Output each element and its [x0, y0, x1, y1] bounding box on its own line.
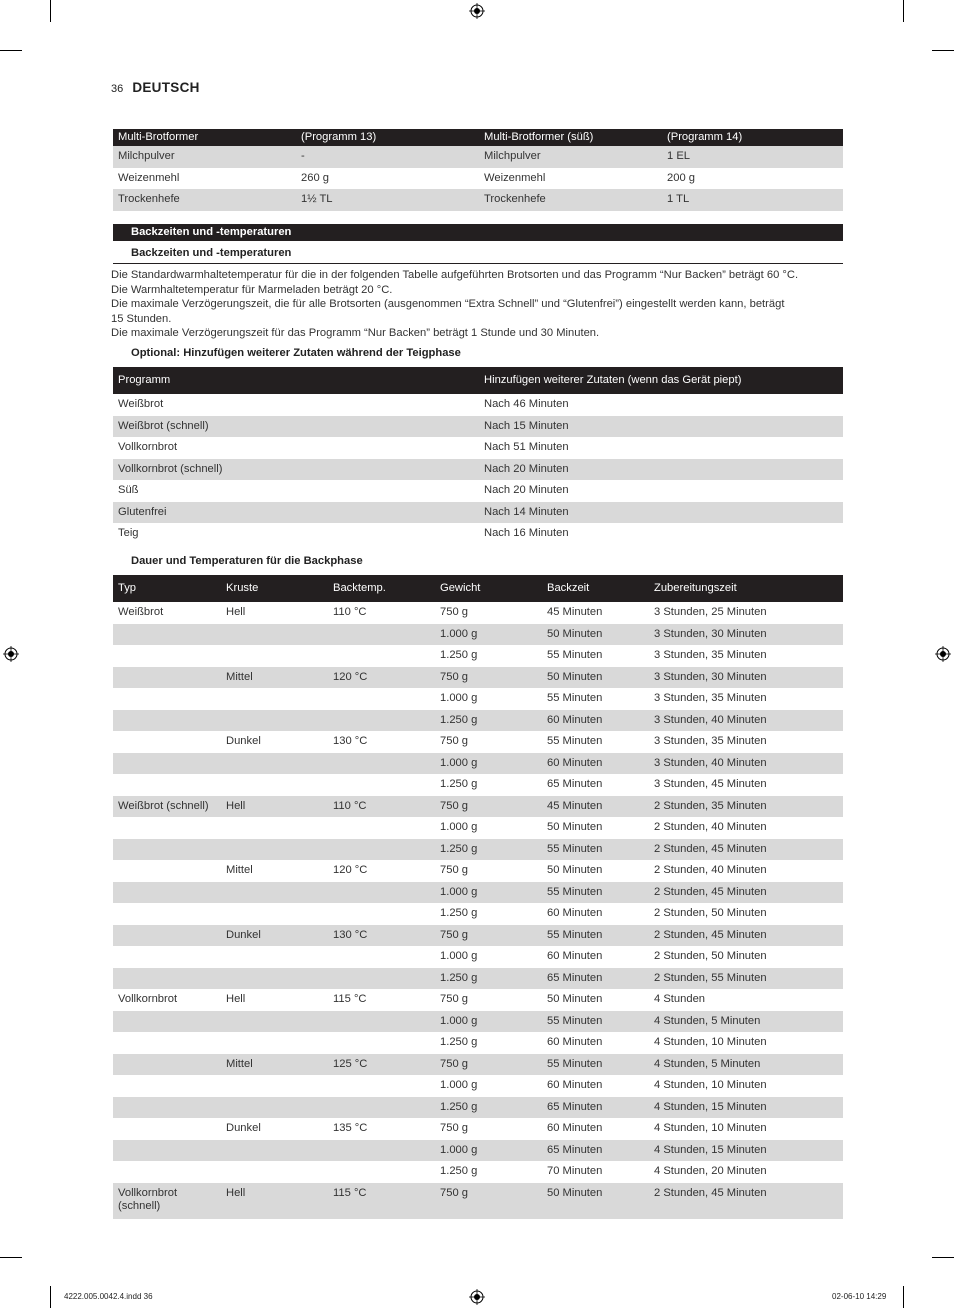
- paragraph-line: Die maximale Verzögerungszeit, die für alle Brotsorten (ausgenommen “Extra Schnell” und “Glutenfrei”) eingestellt werden kann, beträgt: [111, 298, 785, 311]
- table-cell: Dunkel: [221, 925, 328, 947]
- table-cell: [113, 1097, 221, 1119]
- table-cell: [221, 1075, 328, 1097]
- table-cell: 60 Minuten: [547, 1036, 603, 1048]
- table-cell: 3 Stunden, 35 Minuten: [654, 735, 767, 747]
- column-header: Multi-Brotformer (süß): [479, 129, 662, 146]
- crop-mark: [50, 1286, 51, 1308]
- table-cell: [113, 688, 221, 710]
- table-cell: 1.000 g: [435, 753, 542, 775]
- table-cell: [221, 774, 328, 796]
- table-cell: [113, 1011, 221, 1033]
- table-cell: 1.250 g: [440, 649, 478, 661]
- table-row: [113, 903, 843, 925]
- table-cell: 4 Stunden, 5 Minuten: [649, 1054, 843, 1076]
- table-cell: 55 Minuten: [542, 1054, 649, 1076]
- registration-mark-icon: [935, 646, 951, 662]
- table-cell: Mittel: [226, 864, 253, 876]
- column-header: Programm: [113, 367, 479, 394]
- table-cell: [328, 624, 435, 646]
- table-cell: 55 Minuten: [542, 839, 649, 861]
- table-cell: Hell: [221, 1183, 328, 1219]
- bake-phase-table: [113, 575, 843, 1219]
- crop-mark: [0, 50, 22, 51]
- table-cell: 50 Minuten: [547, 864, 603, 876]
- table-cell: 55 Minuten: [547, 692, 603, 704]
- paragraph-line: 15 Stunden.: [111, 312, 172, 325]
- table-cell: Nach 51 Minuten: [484, 441, 569, 453]
- table-cell: 50 Minuten: [542, 624, 649, 646]
- table-cell: Nach 20 Minuten: [479, 459, 843, 481]
- table-cell: [113, 817, 221, 839]
- table-cell: [113, 667, 221, 689]
- table-cell: 4 Stunden, 10 Minuten: [654, 1122, 767, 1134]
- table-cell: Weißbrot: [118, 606, 164, 618]
- table-row: [113, 839, 843, 861]
- column-header: Backzeit: [542, 575, 649, 602]
- table-cell: 65 Minuten: [542, 1097, 649, 1119]
- table-cell: [328, 774, 435, 796]
- table-cell: Nach 16 Minuten: [484, 527, 569, 539]
- table-cell: 125 °C: [328, 1054, 435, 1076]
- registration-mark-icon: [469, 3, 485, 19]
- paragraph-line: Die Standardwarmhaltetemperatur für die in der folgenden Tabelle aufgeführten Brotsorten und das Programm “Nur Backen” beträgt 60 °C.: [111, 269, 799, 281]
- table-cell: 110 °C: [333, 606, 367, 618]
- table-cell: [328, 968, 435, 990]
- table-row: [113, 459, 843, 481]
- table-cell: [113, 1075, 221, 1097]
- table-cell: 750 g: [435, 1054, 542, 1076]
- table-cell: 750 g: [440, 993, 468, 1005]
- registration-mark-icon: [3, 646, 19, 662]
- table-cell: [113, 731, 221, 753]
- table-cell: Dunkel: [226, 1122, 261, 1134]
- table-cell: Teig: [118, 527, 139, 539]
- table-cell: 1.250 g: [440, 1165, 478, 1177]
- table-row: [113, 688, 843, 710]
- table-row: [113, 817, 843, 839]
- table-cell: 45 Minuten: [547, 606, 603, 618]
- table-cell: 120 °C: [333, 864, 368, 876]
- table-cell: Trockenhefe: [479, 189, 662, 211]
- table-row: [113, 624, 843, 646]
- table-row: [113, 989, 843, 1011]
- column-header: (Programm 14): [662, 129, 843, 146]
- table-cell: [113, 968, 221, 990]
- table-cell: [221, 946, 328, 968]
- table-cell: 70 Minuten: [547, 1165, 603, 1177]
- table-cell: 3 Stunden, 35 Minuten: [654, 649, 767, 661]
- table-cell: 1.000 g: [435, 624, 542, 646]
- table-cell: 1.000 g: [435, 1140, 542, 1162]
- table-row: [113, 645, 843, 667]
- table-cell: 4 Stunden, 15 Minuten: [649, 1140, 843, 1162]
- table-cell: 4 Stunden: [654, 993, 706, 1005]
- table-cell: [113, 860, 221, 882]
- table-cell: 50 Minuten: [542, 1183, 649, 1219]
- table-cell: 750 g: [440, 606, 468, 618]
- table-cell: 115 °C: [333, 993, 367, 1005]
- table-cell: Mittel: [221, 1054, 328, 1076]
- table-header-row: [113, 367, 843, 394]
- table-header-row: [113, 575, 843, 602]
- table-cell: [328, 903, 435, 925]
- table-row: [113, 168, 843, 190]
- table-cell: [221, 882, 328, 904]
- table-cell: 60 Minuten: [547, 1079, 603, 1091]
- table-cell: [221, 688, 328, 710]
- column-header: Multi-Brotformer: [113, 129, 296, 146]
- table-cell: [328, 1011, 435, 1033]
- table-cell: 55 Minuten: [547, 735, 603, 747]
- table-cell: [113, 839, 221, 861]
- table-row: [113, 189, 843, 211]
- table-cell: 50 Minuten: [547, 993, 603, 1005]
- table-cell: Weizenmehl: [484, 171, 546, 184]
- table-cell: [221, 1032, 328, 1054]
- table-cell: 1.000 g: [440, 821, 478, 833]
- table-cell: 2 Stunden, 40 Minuten: [654, 864, 767, 876]
- table-cell: [328, 688, 435, 710]
- table-cell: 1.250 g: [435, 1097, 542, 1119]
- table-row: [113, 710, 843, 732]
- table-cell: 2 Stunden, 55 Minuten: [649, 968, 843, 990]
- table-row: [113, 1140, 843, 1162]
- table-cell: 1.250 g: [440, 907, 478, 919]
- crop-mark: [0, 1257, 22, 1258]
- table-cell: -: [296, 146, 479, 168]
- column-header: (Programm 13): [296, 129, 479, 146]
- table-row: [113, 731, 843, 753]
- table-row: [113, 146, 843, 168]
- table-cell: 1.000 g: [435, 1011, 542, 1033]
- table-cell: [221, 839, 328, 861]
- table-cell: 60 Minuten: [542, 753, 649, 775]
- table-cell: 3 Stunden, 25 Minuten: [654, 606, 767, 618]
- subheading-bake-times: Backzeiten und -temperaturen: [131, 247, 292, 259]
- subheading-bake-phase: Dauer und Temperaturen für die Backphase: [131, 555, 363, 567]
- paragraph-line: Die maximale Verzögerungszeit für das Programm “Nur Backen” beträgt 1 Stunde und 30 Minuten.: [111, 327, 600, 340]
- column-header: Kruste: [221, 575, 328, 602]
- table-cell: 65 Minuten: [542, 968, 649, 990]
- table-row: [113, 523, 843, 545]
- paragraph-line: Die Warmhaltetemperatur für Marmeladen beträgt 20 °C.: [111, 283, 393, 296]
- crop-mark: [903, 0, 904, 22]
- table-cell: [113, 774, 221, 796]
- crop-mark: [903, 1286, 904, 1308]
- table-cell: 60 Minuten: [547, 907, 603, 919]
- table-cell: 120 °C: [328, 667, 435, 689]
- footer-file: 4222.005.0042.4.indd 36: [64, 1292, 153, 1301]
- column-header: Typ: [113, 575, 221, 602]
- table-row: [113, 1118, 843, 1140]
- table-cell: 1.000 g: [440, 1079, 478, 1091]
- table-cell: Weißbrot: [118, 398, 164, 410]
- page-number: 36: [111, 83, 124, 95]
- table-cell: [113, 1032, 221, 1054]
- table-cell: [328, 946, 435, 968]
- table-cell: Nach 14 Minuten: [479, 502, 843, 524]
- language-title: DEUTSCH: [132, 80, 200, 95]
- table-cell: 1 EL: [662, 146, 843, 168]
- subheading-optional-ingredients: Optional: Hinzufügen weiterer Zutaten während der Teigphase: [131, 347, 461, 359]
- table-cell: Weißbrot (schnell): [113, 796, 221, 818]
- table-cell: 2 Stunden, 50 Minuten: [654, 907, 767, 919]
- column-header: Zubereitungszeit: [649, 575, 843, 602]
- table-cell: 65 Minuten: [542, 1140, 649, 1162]
- table-cell: 55 Minuten: [542, 925, 649, 947]
- table-cell: 50 Minuten: [547, 821, 603, 833]
- table-cell: 110 °C: [328, 796, 435, 818]
- table-cell: 4 Stunden, 20 Minuten: [654, 1165, 767, 1177]
- table-cell: [113, 882, 221, 904]
- table-cell: 1.250 g: [440, 1036, 478, 1048]
- table-cell: [328, 1075, 435, 1097]
- column-header: Hinzufügen weiterer Zutaten (wenn das Gerät piept): [479, 367, 843, 394]
- table-cell: Trockenhefe: [113, 189, 296, 211]
- table-cell: Hell: [221, 796, 328, 818]
- add-ingredients-table: [113, 367, 843, 545]
- table-cell: 750 g: [435, 667, 542, 689]
- table-cell: [328, 753, 435, 775]
- page-header: [111, 80, 200, 95]
- table-row: [113, 1161, 843, 1183]
- table-cell: [113, 1161, 221, 1183]
- table-row: [113, 946, 843, 968]
- crop-mark: [932, 50, 954, 51]
- table-cell: 1.250 g: [435, 839, 542, 861]
- crop-mark: [932, 1257, 954, 1258]
- table-cell: Vollkornbrot: [118, 441, 178, 453]
- table-cell: [221, 817, 328, 839]
- table-cell: [113, 624, 221, 646]
- table-cell: Dunkel: [226, 735, 261, 747]
- table-cell: 750 g: [435, 1183, 542, 1219]
- table-cell: Weißbrot (schnell): [113, 416, 479, 438]
- table-cell: 750 g: [435, 925, 542, 947]
- info-paragraph: [111, 268, 851, 341]
- table-cell: 200 g: [667, 171, 695, 184]
- table-cell: 1 TL: [662, 189, 843, 211]
- table-cell: [113, 925, 221, 947]
- table-cell: [221, 710, 328, 732]
- table-cell: 1.000 g: [440, 950, 478, 962]
- table-cell: [221, 1097, 328, 1119]
- table-row: [113, 1183, 843, 1219]
- table-cell: Nach 20 Minuten: [484, 484, 569, 496]
- table-cell: [328, 710, 435, 732]
- table-cell: [328, 817, 435, 839]
- table-cell: 750 g: [435, 796, 542, 818]
- table-cell: Weizenmehl: [118, 171, 180, 184]
- table-header-row: [113, 129, 843, 146]
- table-row: [113, 1075, 843, 1097]
- table-cell: Mittel: [221, 667, 328, 689]
- table-cell: [221, 753, 328, 775]
- table-cell: [221, 1011, 328, 1033]
- table-cell: 2 Stunden, 35 Minuten: [649, 796, 843, 818]
- table-cell: 3 Stunden, 40 Minuten: [649, 710, 843, 732]
- footer-date: 02-06-10 14:29: [832, 1292, 887, 1301]
- table-cell: Milchpulver: [479, 146, 662, 168]
- table-cell: [328, 839, 435, 861]
- table-cell: [328, 645, 435, 667]
- table-cell: 115 °C: [328, 1183, 435, 1219]
- table-cell: 45 Minuten: [542, 796, 649, 818]
- table-cell: 50 Minuten: [542, 667, 649, 689]
- table-cell: Vollkornbrot: [118, 993, 178, 1005]
- table-cell: 4 Stunden, 5 Minuten: [649, 1011, 843, 1033]
- table-cell: [221, 968, 328, 990]
- table-cell: [113, 1054, 221, 1076]
- table-cell: 1.000 g: [435, 882, 542, 904]
- section-bar: Backzeiten und -temperaturen: [113, 224, 843, 241]
- table-cell: 55 Minuten: [542, 882, 649, 904]
- table-cell: 3 Stunden, 45 Minuten: [654, 778, 767, 790]
- table-cell: [221, 1140, 328, 1162]
- table-cell: [328, 1140, 435, 1162]
- table-cell: 1½ TL: [296, 189, 479, 211]
- table-cell: 260 g: [301, 171, 329, 184]
- table-cell: Nach 46 Minuten: [484, 398, 569, 410]
- table-cell: 2 Stunden, 45 Minuten: [649, 882, 843, 904]
- table-cell: [113, 753, 221, 775]
- table-cell: 4 Stunden, 10 Minuten: [654, 1079, 767, 1091]
- table-row: [113, 925, 843, 947]
- table-cell: [221, 645, 328, 667]
- table-cell: 3 Stunden, 30 Minuten: [649, 624, 843, 646]
- table-row: [113, 1054, 843, 1076]
- table-cell: 2 Stunden, 45 Minuten: [649, 925, 843, 947]
- table-cell: 1.250 g: [435, 710, 542, 732]
- table-cell: 130 °C: [328, 925, 435, 947]
- table-cell: 60 Minuten: [547, 950, 603, 962]
- table-cell: [328, 1161, 435, 1183]
- table-cell: 750 g: [440, 1122, 468, 1134]
- table-cell: [113, 1118, 221, 1140]
- table-cell: 55 Minuten: [542, 1011, 649, 1033]
- table-row: [113, 753, 843, 775]
- table-cell: 60 Minuten: [547, 1122, 603, 1134]
- table-row: [113, 602, 843, 624]
- ingredients-table: [113, 129, 843, 211]
- table-cell: 2 Stunden, 50 Minuten: [654, 950, 767, 962]
- table-cell: 3 Stunden, 40 Minuten: [649, 753, 843, 775]
- table-cell: [221, 903, 328, 925]
- table-cell: 2 Stunden, 45 Minuten: [649, 1183, 843, 1219]
- table-cell: Glutenfrei: [113, 502, 479, 524]
- table-cell: 60 Minuten: [542, 710, 649, 732]
- table-cell: [328, 1032, 435, 1054]
- table-cell: [113, 1140, 221, 1162]
- registration-mark-icon: [469, 1289, 485, 1305]
- table-cell: [113, 903, 221, 925]
- table-row: [113, 774, 843, 796]
- table-cell: 3 Stunden, 30 Minuten: [649, 667, 843, 689]
- column-header: Backtemp.: [328, 575, 435, 602]
- table-row: [113, 437, 843, 459]
- table-row: [113, 1032, 843, 1054]
- table-row: [113, 1011, 843, 1033]
- table-cell: Nach 15 Minuten: [479, 416, 843, 438]
- table-cell: [113, 645, 221, 667]
- table-cell: 135 °C: [333, 1122, 368, 1134]
- table-cell: 1.250 g: [435, 968, 542, 990]
- table-cell: Vollkornbrot (schnell): [113, 459, 479, 481]
- table-cell: [328, 882, 435, 904]
- table-cell: 750 g: [440, 735, 468, 747]
- table-row: [113, 480, 843, 502]
- table-row: [113, 968, 843, 990]
- table-cell: 130 °C: [333, 735, 368, 747]
- table-row: [113, 502, 843, 524]
- crop-mark: [50, 0, 51, 22]
- table-cell: 2 Stunden, 40 Minuten: [654, 821, 767, 833]
- table-cell: 1.250 g: [440, 778, 478, 790]
- table-cell: [328, 1097, 435, 1119]
- table-cell: [221, 624, 328, 646]
- table-row: [113, 667, 843, 689]
- divider: [113, 263, 843, 264]
- table-cell: 55 Minuten: [547, 649, 603, 661]
- table-cell: Milchpulver: [113, 146, 296, 168]
- table-cell: 3 Stunden, 35 Minuten: [654, 692, 767, 704]
- table-cell: Hell: [226, 606, 246, 618]
- table-row: [113, 860, 843, 882]
- table-row: [113, 796, 843, 818]
- table-row: [113, 1097, 843, 1119]
- table-cell: 4 Stunden, 10 Minuten: [654, 1036, 767, 1048]
- table-cell: Hell: [226, 993, 246, 1005]
- table-cell: 4 Stunden, 15 Minuten: [649, 1097, 843, 1119]
- table-row: [113, 882, 843, 904]
- column-header: Gewicht: [435, 575, 542, 602]
- table-cell: [221, 1161, 328, 1183]
- table-cell: [113, 946, 221, 968]
- table-cell: 65 Minuten: [547, 778, 603, 790]
- table-cell: 1.000 g: [440, 692, 478, 704]
- table-cell: Süß: [118, 484, 139, 496]
- table-cell: [113, 710, 221, 732]
- table-row: [113, 394, 843, 416]
- table-cell: 750 g: [440, 864, 468, 876]
- table-row: [113, 416, 843, 438]
- table-cell: Vollkornbrot (schnell): [113, 1183, 221, 1219]
- table-cell: 2 Stunden, 45 Minuten: [649, 839, 843, 861]
